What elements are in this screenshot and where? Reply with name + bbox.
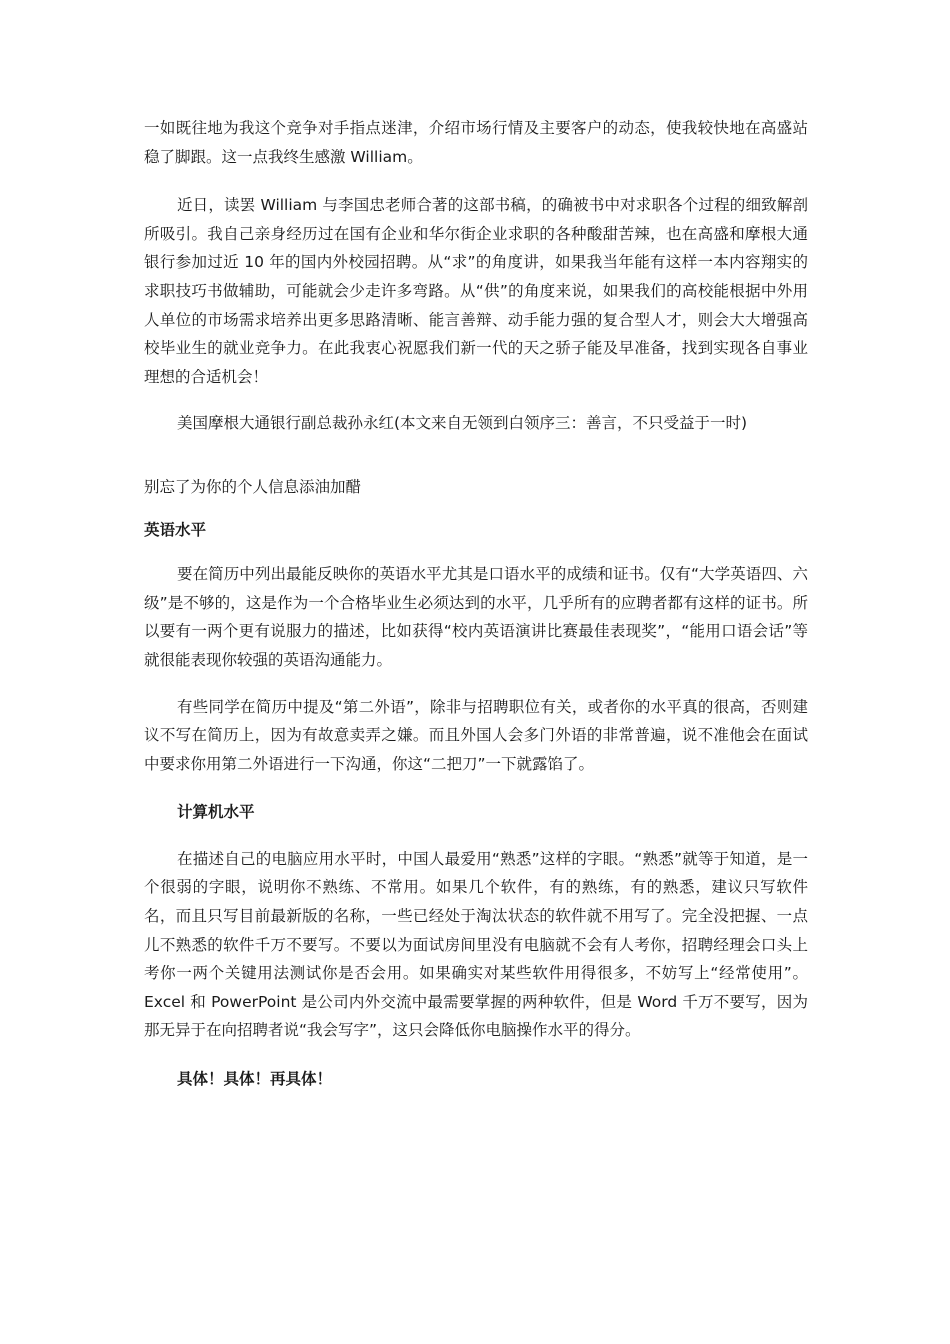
paragraph-english-certificates: 要在简历中列出最能反映你的英语水平尤其是口语水平的成绩和证书。仅有“大学英语四、六级”是不够的，这是作为一个合格毕业生必须达到的水平，几乎所有的应聘者都有这样的证书。所以要有一两个更有说服力的描述，比如获得“校内英语演讲比赛最佳表现奖”，“能用口语会话”等就很能表现你较强的英语沟通能力。	[144, 565, 808, 669]
heading-english-level: 英语水平	[144, 520, 207, 539]
paragraph-preface-body: 近日，读罢 William 与李国忠老师合著的这部书稿，的确被书中对求职各个过程的细致解剖所吸引。我自己亲身经历过在国有企业和华尔街企业求职的各种酸甜苦辣，也在高盛和摩根大通银行参加过近 10 年的国内外校园招聘。从“求”的角度讲，如果我当年能有这样一本内容翔实的求职技巧书做辅助，可能就会少走许多弯路。从“供”的角度来说，如果我们的高校能根据中外用人单位的市场需求培养出更多思路清晰、能言善辩、动手能力强的复合型人才，则会大大增强高校毕业生的就业竞争力。在此我衷心祝愿我们新一代的天之骄子能及早准备，找到实现各自事业理想的合适机会！	[144, 196, 808, 386]
heading-computer-level: 计算机水平	[177, 803, 255, 822]
paragraph-computer-skills: 在描述自己的电脑应用水平时，中国人最爱用“熟悉”这样的字眼。“熟悉”就等于知道，是一个很弱的字眼，说明你不熟练、不常用。如果几个软件，有的熟练，有的熟悉，建议只写软件名，而且只写目前最新版的名称，一些已经处于淘汰状态的软件就不用写了。完全没把握、一点儿不熟悉的软件千万不要写。不要以为面试房间里没有电脑就不会有人考你，招聘经理会口头上考你一两个关键用法测试你是否会用。如果确实对某些软件用得很多，不妨写上“经常使用”。Excel 和 PowerPoint 是公司内外交流中最需要掌握的两种软件，但是 Word 千万不要写，因为那无异于在向招聘者说“我会写字”，这只会降低你电脑操作水平的得分。	[144, 849, 808, 1040]
section-title: 别忘了为你的个人信息添油加醋	[144, 477, 362, 496]
paragraph-preface-signature: 美国摩根大通银行副总裁孙永红(本文来自无领到白领序三：善言，不只受益于一时)	[177, 414, 748, 433]
paragraph-intro-continuation: 一如既往地为我这个竞争对手指点迷津，介绍市场行情及主要客户的动态，使我较快地在高盛站稳了脚跟。这一点我终生感激 William。	[144, 119, 808, 166]
paragraph-second-language: 有些同学在简历中提及“第二外语”，除非与招聘职位有关，或者你的水平真的很高，否则建议不写在简历上，因为有故意卖弄之嫌。而且外国人会多门外语的非常普遍，说不准他会在面试中要求你用第二外语进行一下沟通，你这“二把刀”一下就露馅了。	[144, 697, 808, 773]
document-page	[144, 114, 808, 1094]
heading-be-specific: 具体！具体！再具体！	[177, 1070, 333, 1089]
